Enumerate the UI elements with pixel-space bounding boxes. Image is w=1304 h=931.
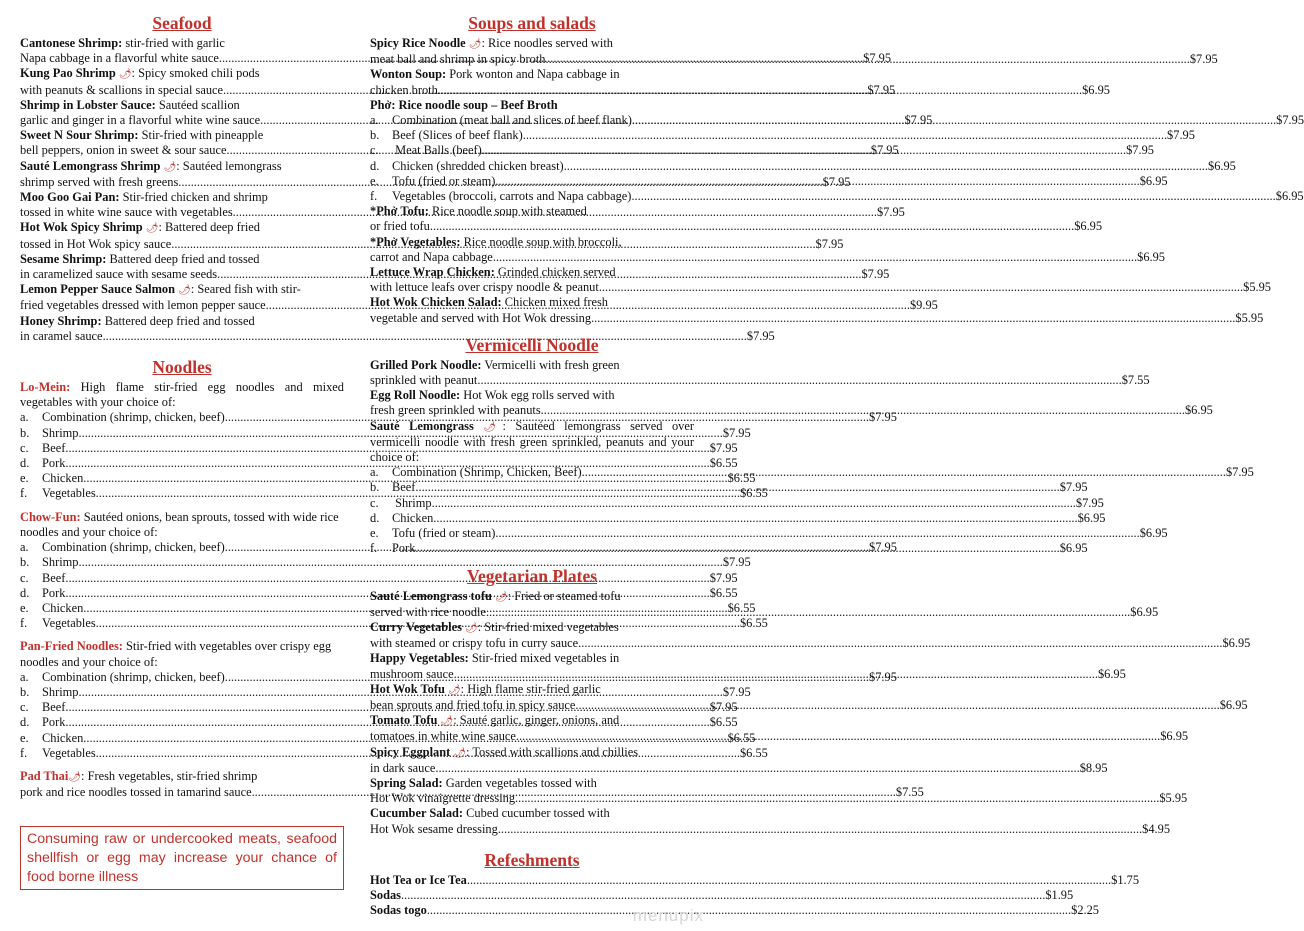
- option-price: $6.55: [739, 486, 768, 501]
- option-letter: f.: [20, 486, 28, 501]
- option-letter: e.: [20, 730, 29, 745]
- option-letter: f.: [370, 189, 378, 204]
- seafood-desc: Sautéed scallion: [155, 97, 240, 112]
- seafood-desc-2: with peanuts & scallions in special sauce: [20, 82, 224, 97]
- option-letter: d.: [20, 456, 30, 471]
- refreshment-price: $1.95: [1045, 887, 1074, 902]
- refreshment-price: $1.75: [1111, 872, 1140, 887]
- seafood-price: $7.95: [870, 143, 899, 158]
- wonton-soup-desc-2: chicken broth: [370, 82, 438, 97]
- chili-icon: 🌶: [440, 716, 454, 728]
- seafood-name: Sweet N Sour Shrimp:: [20, 128, 139, 143]
- option-letter: a.: [20, 540, 29, 555]
- vegetarian-desc-2: Hot Wok sesame dressing: [370, 821, 498, 836]
- seafood-name: Hot Wok Spicy Shrimp: [20, 220, 143, 235]
- option-price: $7.95: [722, 555, 751, 570]
- pad-thai-desc: : Fresh vegetables, stir-fried shrimp: [81, 768, 258, 783]
- option-label: Vegetables: [42, 486, 96, 501]
- vegetarian-price: $5.95: [1159, 791, 1188, 806]
- option-label: Beef: [392, 480, 416, 495]
- option-label: Chicken: [42, 471, 84, 486]
- option-letter: d.: [20, 585, 30, 600]
- seafood-desc-2: in caramel sauce: [20, 328, 103, 343]
- lo-mein-name: Lo-Mein:: [20, 380, 71, 395]
- vegetarian-name: Spicy Eggplant: [370, 744, 451, 759]
- pho-tofu-name: *Phở Tofu:: [370, 204, 429, 219]
- option-price: $6.55: [727, 730, 756, 745]
- seafood-name: Shrimp in Lobster Sauce:: [20, 97, 156, 112]
- vegetarian-name: Cucumber Salad:: [370, 806, 464, 821]
- option-letter: b.: [20, 555, 30, 570]
- pho-tofu-desc-2: or fried tofu: [370, 219, 430, 234]
- option-price: $7.95: [709, 440, 738, 455]
- vegetarian-name: Sauté Lemongrass tofu: [370, 588, 492, 603]
- option-price: $6.95: [1275, 189, 1304, 204]
- option-price: $7.95: [722, 684, 751, 699]
- option-letter: e.: [370, 173, 379, 188]
- vegetarian-item: [370, 806, 1171, 836]
- option-letter: a.: [20, 669, 29, 684]
- seafood-desc: Stir-fried with pineapple: [138, 128, 264, 143]
- vegetarian-price: $8.95: [1079, 760, 1108, 775]
- chili-icon: 🌶: [468, 39, 482, 50]
- chili-icon: 🌶: [118, 69, 132, 81]
- vegetarian-price: $6.95: [1097, 666, 1126, 681]
- option-label: Shrimp: [42, 684, 79, 699]
- seafood-name: Sesame Shrimp:: [20, 251, 107, 266]
- spicy-rice-noodle-item: [370, 36, 1218, 67]
- seafood-price: $7.95: [904, 113, 933, 128]
- option-letter: f.: [20, 616, 28, 631]
- option-row: [370, 526, 1168, 541]
- pho-tofu-desc: Rice noodle soup with steamed: [428, 204, 587, 219]
- grilled-pork-desc: Vermicelli with fresh green: [481, 357, 620, 372]
- grilled-pork-name: Grilled Pork Noodle:: [370, 357, 482, 372]
- pan-fried-name: Pan-Fried Noodles:: [20, 639, 123, 654]
- vegetarian-price: $6.95: [1219, 697, 1248, 712]
- option-row: [370, 143, 1154, 158]
- option-label: Shrimp: [42, 555, 79, 570]
- egg-roll-price: $6.95: [1184, 403, 1213, 418]
- option-price: $7.95: [1225, 465, 1254, 480]
- pan-fried-intro: [20, 639, 344, 669]
- option-price: $6.55: [709, 715, 738, 730]
- seafood-name: Lemon Pepper Sauce Salmon: [20, 282, 176, 297]
- seafood-price: $7.95: [876, 205, 905, 220]
- refreshment-name: Sodas: [370, 887, 401, 902]
- seafood-price: $7.95: [815, 236, 844, 251]
- option-price: $7.95: [1059, 480, 1088, 495]
- wonton-soup-desc: Pork wonton and Napa cabbage in: [446, 67, 620, 82]
- seafood-name: Kung Pao Shrimp: [20, 66, 116, 81]
- seafood-desc-2: tossed in Hot Wok spicy sauce: [20, 236, 172, 251]
- option-price: $7.95: [869, 540, 897, 555]
- refreshments-title: Refeshments: [484, 849, 580, 870]
- pad-thai-desc-2: pork and rice noodles tossed in tamarind sauce: [20, 785, 252, 800]
- option-label: Combination (shrimp, chicken, beef): [42, 540, 225, 555]
- chili-icon: 🌶: [68, 771, 82, 783]
- vegetarian-desc: Cubed cucumber tossed with: [463, 806, 610, 821]
- vegetarian-desc: : High flame stir-fried garlic: [460, 681, 601, 696]
- spicy-rice-noodle-price: $7.95: [1189, 52, 1218, 67]
- lettuce-wrap-name: Lettuce Wrap Chicken:: [370, 265, 495, 280]
- pad-thai-name: Pad Thai: [20, 768, 69, 783]
- seafood-price: $7.95: [822, 174, 851, 189]
- soups-title: Soups and salads: [468, 13, 596, 33]
- option-label: Beef: [42, 570, 66, 585]
- option-label: Combination (Shrimp, Chicken, Beef): [392, 465, 582, 480]
- seafood-price: $7.95: [861, 267, 890, 282]
- lettuce-wrap-price: $5.95: [1243, 280, 1272, 295]
- option-label: Vegetables: [42, 745, 96, 760]
- option-label: Pork: [42, 456, 66, 471]
- seafood-desc-2: fried vegetables dressed with lemon pepper sauce: [20, 298, 266, 313]
- option-price: $6.95: [1208, 158, 1236, 173]
- option-row: [370, 510, 1106, 526]
- watermark-logo: menupix: [632, 905, 704, 925]
- seafood-desc: stir-fried with garlic: [122, 36, 225, 50]
- vegetarian-name: Hot Wok Tofu: [370, 681, 445, 696]
- option-label: Beef (Slices of beef flank): [392, 128, 523, 143]
- vegetarian-desc: Stir-fried mixed vegetables in: [468, 651, 620, 666]
- vegetarian-price: $4.95: [1142, 821, 1171, 836]
- option-letter: e.: [20, 471, 29, 486]
- option-price: $6.55: [709, 456, 738, 471]
- seafood-price: $7.95: [867, 82, 896, 97]
- option-letter: c.: [20, 440, 29, 455]
- lo-mein-desc: High flame stir-fried egg noodles and mixed vegetables with your choice of:: [20, 380, 344, 410]
- wonton-soup-name: Wonton Soup:: [370, 67, 447, 82]
- refreshment-row: [370, 872, 1140, 888]
- option-label: Combination (meat ball and slices of beef flank): [392, 113, 632, 128]
- pho-vegetables-desc-2: carrot and Napa cabbage: [370, 249, 493, 264]
- option-letter: d.: [370, 158, 380, 173]
- seafood-name: Moo Goo Gai Pan:: [20, 190, 120, 205]
- noodles-title: Noodles: [152, 357, 212, 378]
- option-label: Combination (shrimp, chicken, beef): [42, 669, 225, 684]
- pho-options: [370, 113, 1304, 204]
- food-safety-warning: Consuming raw or undercooked meats, seafood shellfish or egg may increase your chance of food borne illness: [20, 826, 344, 890]
- option-row: [370, 158, 1236, 174]
- option-price: $7.95: [1126, 143, 1154, 158]
- option-price: $6.55: [709, 585, 738, 600]
- option-letter: b.: [20, 684, 30, 699]
- option-letter: e.: [370, 526, 379, 541]
- option-letter: a.: [20, 410, 29, 425]
- hot-wok-salad-name: Hot Wok Chicken Salad:: [370, 295, 502, 310]
- option-label: Chicken (shredded chicken breast): [392, 158, 564, 173]
- seafood-desc-2: shrimp served with fresh greens: [20, 174, 179, 189]
- option-label: Vegetables (broccoli, carrots and Napa cabbage): [392, 189, 632, 204]
- spicy-rice-noodle-name: Spicy Rice Noodle: [370, 36, 466, 50]
- option-label: Combination (shrimp, chicken, beef): [42, 410, 225, 425]
- seafood-desc-2: garlic and ginger in a flavorful white wine sauce: [20, 113, 261, 128]
- vegetarian-price: $6.95: [1130, 604, 1159, 619]
- option-letter: b.: [20, 425, 30, 440]
- seafood-name: Sauté Lemongrass Shrimp: [20, 158, 161, 173]
- option-letter: e.: [20, 600, 29, 615]
- pho-vegetables-desc: Rice noodle soup with broccoli,: [460, 234, 622, 249]
- option-row: [370, 495, 1104, 511]
- option-letter: f.: [20, 745, 28, 760]
- option-price: $6.95: [1059, 541, 1088, 556]
- vegetarian-name: Spring Salad:: [370, 775, 443, 790]
- vegetarian-name: Curry Vegetables: [370, 619, 462, 634]
- refreshment-name: Sodas togo: [370, 903, 427, 918]
- seafood-desc-2: in caramelized sauce with sesame seeds: [20, 267, 218, 282]
- grilled-pork-price: $7.55: [1121, 373, 1150, 388]
- seafood-desc: : Sautéed lemongrass: [176, 158, 282, 173]
- vegetarian-name: Tomato Tofu: [370, 713, 438, 728]
- refreshment-price: $2.25: [1071, 903, 1100, 918]
- chili-icon: 🌶: [145, 223, 159, 235]
- option-price: $6.95: [1139, 173, 1168, 188]
- option-label: Beef: [42, 440, 66, 455]
- option-price: $6.55: [739, 616, 768, 631]
- seafood-price: $9.95: [909, 298, 938, 313]
- vegetarian-desc-2: mushroom sauce: [370, 666, 454, 681]
- seafood-desc-2: tossed in white wine sauce with vegetables: [20, 205, 233, 220]
- option-label: Meat Balls (beef): [392, 143, 482, 158]
- chow-fun-desc: Sautéed onions, bean sprouts, tossed with wide rice noodles and your choice of:: [20, 509, 339, 539]
- option-label: Chicken: [42, 730, 84, 745]
- pan-fried-desc: Stir-fried with vegetables over crispy egg noodles and your choice of:: [20, 639, 332, 669]
- option-letter: c.: [370, 495, 379, 510]
- option-letter: f.: [370, 541, 378, 556]
- option-price: $7.95: [869, 669, 897, 684]
- option-price: $6.95: [1077, 510, 1106, 525]
- seafood-desc: Battered deep fried and tossed: [106, 251, 260, 266]
- option-label: Pork: [42, 585, 66, 600]
- chow-fun-intro: [20, 510, 344, 540]
- seafood-price: $7.95: [746, 328, 775, 343]
- option-label: Chicken: [42, 600, 84, 615]
- grilled-pork-item: [370, 357, 1150, 388]
- refreshment-row: [370, 887, 1074, 903]
- vegetarian-desc: : Tossed with scallions and chillies: [466, 744, 639, 759]
- option-row: [20, 456, 738, 471]
- egg-roll-desc-2: fresh green sprinkled with peanuts: [370, 403, 541, 418]
- option-label: Chicken: [392, 510, 434, 525]
- spicy-rice-noodle-desc: : Rice noodles served with: [481, 36, 613, 50]
- option-letter: a.: [370, 113, 379, 128]
- option-letter: c.: [20, 700, 29, 715]
- option-letter: a.: [370, 465, 379, 480]
- chili-icon: 🌶: [447, 684, 461, 696]
- option-label: Tofu (fried or steam): [392, 526, 496, 541]
- chili-icon: 🌶: [494, 591, 508, 603]
- pho-vegetables-name: *Phở Vegetables:: [370, 234, 461, 249]
- option-price: $6.55: [727, 471, 756, 486]
- vegetarian-desc-2: served with rice noodle: [370, 604, 486, 619]
- option-row: [20, 440, 738, 456]
- hot-wok-salad-desc-2: vegetable and served with Hot Wok dressing: [370, 310, 592, 325]
- option-price: $7.95: [1075, 495, 1104, 510]
- option-label: Shrimp: [392, 495, 432, 510]
- option-letter: c.: [370, 143, 379, 158]
- vegetarian-desc-2: bean sprouts and fried tofu in spicy sauce: [370, 697, 576, 712]
- seafood-desc-2: bell peppers, onion in sweet & sour sauce: [20, 143, 227, 158]
- vegetarian-desc: : Fried or steamed tofu: [507, 588, 621, 603]
- chili-icon: 🌶: [465, 622, 478, 634]
- option-letter: d.: [20, 715, 30, 730]
- seafood-desc: : Spicy smoked chili pods: [131, 66, 260, 81]
- option-label: Shrimp: [42, 425, 79, 440]
- chili-icon: 🌶: [163, 161, 177, 173]
- pho-header: Phở: Rice noodle soup – Beef Broth: [370, 97, 558, 112]
- grilled-pork-desc-2: sprinkled with peanut: [370, 373, 478, 388]
- pho-vegetables-price: $6.95: [1137, 249, 1166, 264]
- option-row: [370, 128, 1195, 143]
- option-price: $7.95: [722, 425, 751, 440]
- seafood-name: Cantonese Shrimp:: [20, 36, 123, 50]
- option-label: Vegetables: [42, 616, 96, 631]
- option-price: $6.95: [1139, 526, 1168, 541]
- vegetarian-desc-2: Hot Wok vinaigrette dressing: [370, 791, 516, 806]
- chili-icon: 🌶: [483, 421, 503, 433]
- pad-thai-price: $7.55: [895, 785, 924, 800]
- option-label: Beef: [42, 700, 66, 715]
- option-letter: d.: [370, 510, 380, 525]
- vegetarian-desc: : Stir-fried mixed vegetables: [477, 619, 619, 634]
- saute-lemongrass-name: Sauté Lemongrass: [370, 418, 474, 433]
- option-price: $6.55: [739, 745, 768, 760]
- refreshment-name: Hot Tea or Ice Tea: [370, 872, 467, 887]
- seafood-title: Seafood: [152, 13, 212, 33]
- vegetarian-desc-2: with steamed or crispy tofu in curry sauce: [370, 636, 579, 651]
- option-price: $7.95: [709, 700, 738, 715]
- option-price: $7.95: [709, 570, 738, 585]
- vegetarian-title: Vegetarian Plates: [466, 565, 598, 586]
- seafood-desc-2: Napa cabbage in a flavorful white sauce: [20, 51, 219, 66]
- chili-icon: 🌶: [453, 747, 467, 759]
- hot-wok-salad-price: $5.95: [1235, 310, 1264, 325]
- vermicelli-title: Vermicelli Noodle: [465, 334, 599, 355]
- option-label: Tofu (fried or steam): [392, 173, 496, 188]
- lo-mein-intro: [20, 380, 344, 410]
- vegetarian-price: $6.95: [1222, 636, 1251, 651]
- seafood-name: Honey Shrimp:: [20, 313, 102, 328]
- spicy-rice-noodle-desc-2: meat ball and shrimp in spicy broth: [370, 52, 546, 67]
- saute-lemongrass-intro: [370, 419, 694, 466]
- egg-roll-name: Egg Roll Noodle:: [370, 388, 461, 403]
- chow-fun-name: Chow-Fun:: [20, 509, 81, 524]
- option-row: [20, 555, 751, 570]
- seafood-desc: : Battered deep fried: [158, 220, 260, 235]
- wonton-soup-price: $6.95: [1082, 82, 1110, 97]
- vegetarian-desc-2: tomatoes in white wine sauce: [370, 729, 516, 744]
- vegetarian-price: $6.95: [1160, 729, 1189, 744]
- option-price: $7.95: [869, 410, 897, 425]
- option-label: Pork: [392, 541, 416, 556]
- vegetarian-desc: : Sauté garlic, ginger, onions, and: [453, 713, 620, 728]
- seafood-desc: Battered deep fried and tossed: [101, 313, 255, 328]
- vegetarian-desc: Garden vegetables tossed with: [442, 775, 597, 790]
- option-letter: c.: [20, 570, 29, 585]
- option-letter: b.: [370, 480, 380, 495]
- lettuce-wrap-desc: Grinded chicken served: [494, 265, 616, 280]
- chili-icon: 🌶: [178, 285, 191, 297]
- option-label: Pork: [42, 715, 66, 730]
- option-letter: b.: [370, 128, 380, 143]
- option-row: [370, 113, 1304, 128]
- vegetarian-desc-2: in dark sauce: [370, 760, 436, 775]
- lettuce-wrap-desc-2: with lettuce leafs over crispy noodle & peanut: [370, 280, 599, 295]
- seafood-price: $7.95: [863, 51, 892, 66]
- vegetarian-name: Happy Vegetables:: [370, 651, 469, 666]
- seafood-desc: Stir-fried chicken and shrimp: [119, 190, 268, 205]
- pho-tofu-price: $6.95: [1074, 219, 1103, 234]
- seafood-desc: : Seared fish with stir-: [190, 282, 301, 297]
- hot-wok-salad-desc: Chicken mixed fresh: [501, 295, 608, 310]
- option-price: $7.95: [1167, 128, 1195, 143]
- option-row: [370, 189, 1304, 204]
- egg-roll-desc: Hot Wok egg rolls served with: [460, 388, 615, 403]
- saute-lemongrass-desc: : Sautéed lemongrass served over vermicelli noodle with fresh green sprinkled, peanuts and your choice of:: [370, 418, 694, 465]
- option-price: $6.55: [727, 600, 756, 615]
- option-price: $7.95: [1276, 113, 1304, 128]
